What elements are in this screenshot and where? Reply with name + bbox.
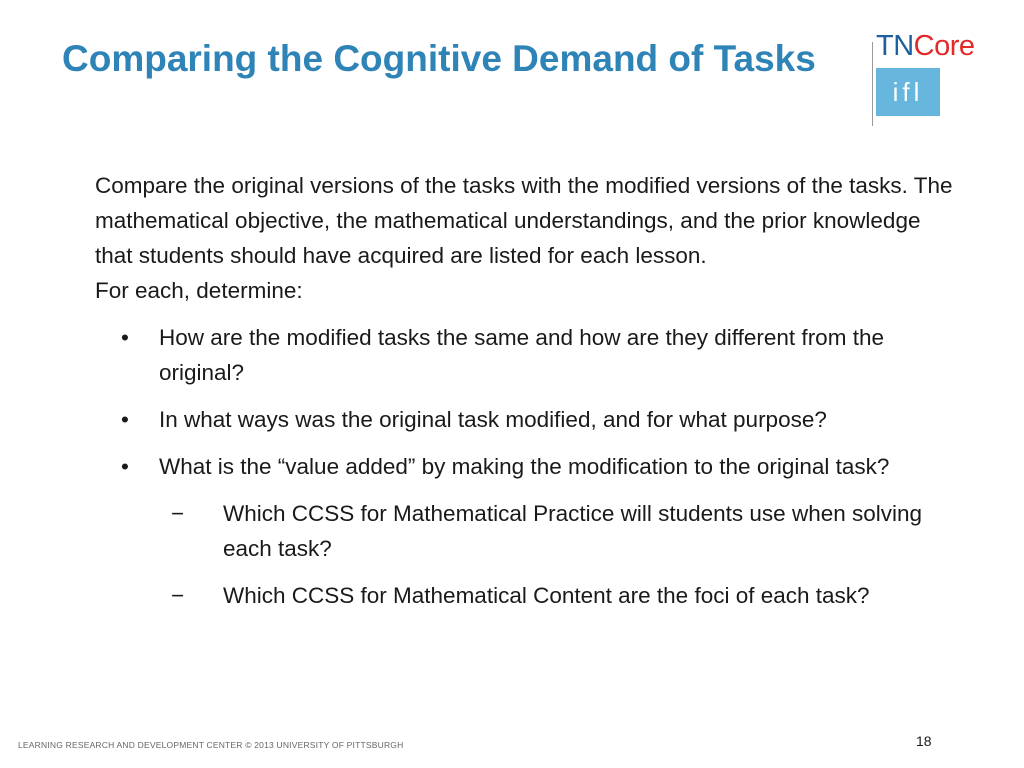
- sub-bullet-marker: −: [171, 583, 185, 608]
- intro-paragraph: Compare the original versions of the tasks with the modified versions of the tasks. The mathematical objective, the mathematical understandings, and the prior knowledge that students should have acquired are listed for each lesson.: [95, 173, 953, 268]
- bullet-item: [95, 449, 955, 484]
- page-number: 18: [916, 733, 932, 749]
- bullet-marker: •: [121, 454, 129, 479]
- slide-title: Comparing the Cognitive Demand of Tasks: [62, 38, 816, 79]
- bullet-text: How are the modified tasks the same and how are they different from the original?: [159, 325, 884, 385]
- logo-divider: [872, 42, 873, 126]
- logo-core-text: Core: [913, 30, 975, 62]
- ifl-logo: ifl: [876, 68, 940, 116]
- bullet-marker: •: [121, 407, 129, 432]
- sub-bullet-item: [95, 578, 955, 613]
- bullet-list: [95, 320, 955, 613]
- sub-bullet-marker: −: [171, 501, 185, 526]
- tncore-logo: [876, 28, 975, 64]
- slide-content: [95, 168, 955, 613]
- bullet-text: What is the “value added” by making the modification to the original task?: [159, 454, 890, 479]
- footer-text: LEARNING RESEARCH AND DEVELOPMENT CENTER © 2013 UNIVERSITY OF PITTSBURGH: [18, 740, 404, 750]
- bullet-item: [95, 320, 955, 390]
- bullet-marker: •: [121, 325, 129, 350]
- prompt-text: For each, determine:: [95, 278, 303, 303]
- sub-bullet-text: Which CCSS for Mathematical Content are the foci of each task?: [223, 583, 870, 608]
- sub-bullet-text: Which CCSS for Mathematical Practice will students use when solving each task?: [223, 501, 923, 561]
- bullet-item: [95, 402, 955, 437]
- sub-bullet-item: [95, 496, 955, 566]
- logo-tn-text: TN: [876, 30, 914, 62]
- bullet-text: In what ways was the original task modified, and for what purpose?: [159, 407, 827, 432]
